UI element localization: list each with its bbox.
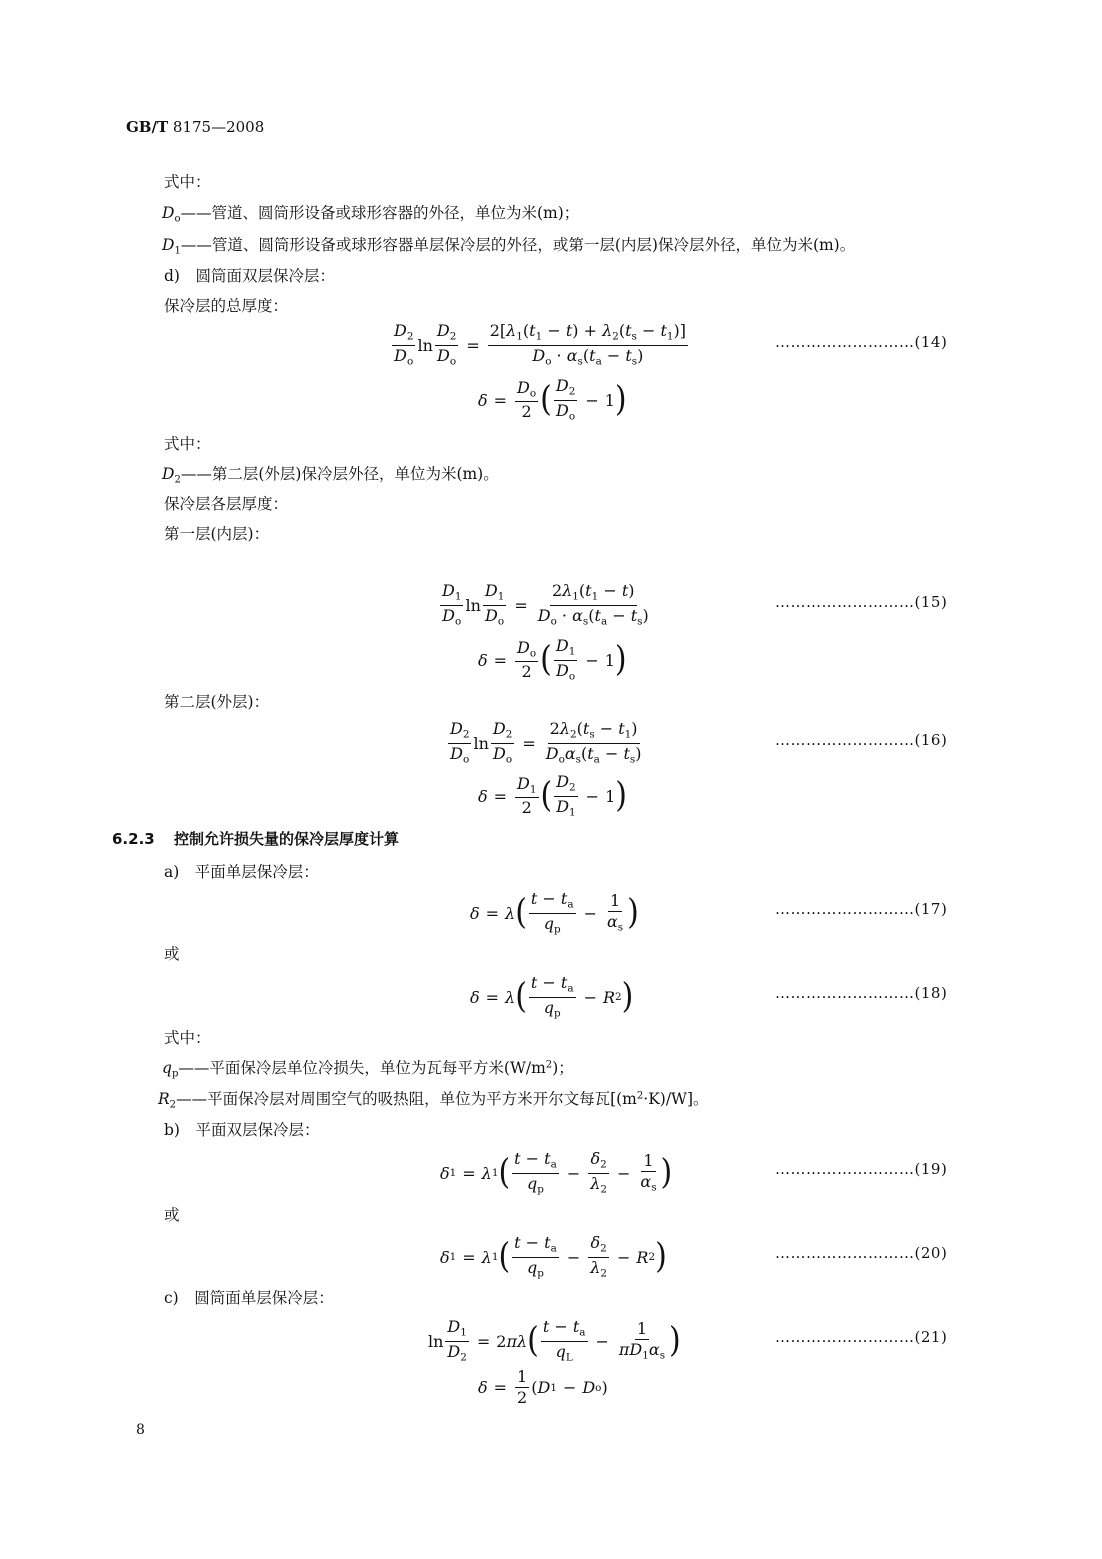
def-R2: $R_2——$平面保冷层对周围空气的吸热阻，单位为平方米开尔文每瓦$[(m^2\cdot K)/W]$。 <box>158 1090 709 1111</box>
or-label-1: 或 <box>164 945 180 963</box>
item-a: a) 平面单层保冷层： <box>164 863 319 881</box>
def-D2: $D_2——$第二层(外层)保冷层外径，单位为米(m)。 <box>162 465 499 486</box>
standard-code-prefix: GB/T <box>126 118 169 136</box>
equation-number-17: ………………………(17) <box>775 900 948 918</box>
standard-code <box>126 118 264 136</box>
equation-number-16: ………………………(16) <box>775 731 948 749</box>
equation-number-19: ………………………(19) <box>775 1160 948 1178</box>
equation-14-delta: δ = $\frac{D_o}{2}$ ( $\frac{D_2}{D_o}$ − 1 ) <box>478 376 627 423</box>
equation-number-15: ………………………(15) <box>775 593 948 611</box>
equation-20: δ 1 = λ 1 ( $\frac{t - t_a}{q_p}$ − $\frac{\delta_2}{\lambda_2}$ − R 2 ) <box>440 1233 667 1280</box>
def-Do: $D_o——$管道、圆筒形设备或球形容器的外径，单位为米(m)； <box>162 204 580 225</box>
section-title: 控制允许损失量的保冷层厚度计算 <box>173 830 399 848</box>
equation-number-20: ………………………(20) <box>775 1244 948 1262</box>
def-D1: $D_1——$管道、圆筒形设备或球形容器单层保冷层的外径，或第一层(内层)保冷层外径，单位为米(m)。 <box>162 236 856 257</box>
second-layer-label: 第二层(外层)： <box>164 693 270 711</box>
page-number: 8 <box>136 1422 145 1438</box>
where-label-3: 式中： <box>164 1029 211 1047</box>
equation-15: $\frac{D_1}{D_o}$ ln $\frac{D_1}{D_o}$ = $\frac{2\lambda_1(t_1 - t)}{D_o \cdot \alpha_s(t_a - t_s)}$ <box>442 581 649 628</box>
first-layer-label: 第一层(内层)： <box>164 525 270 543</box>
item-b: b) 平面双层保冷层： <box>164 1121 320 1139</box>
item-d: d) 圆筒面双层保冷层： <box>164 267 335 285</box>
standard-code-number: 8175—2008 <box>172 118 265 136</box>
equation-21-delta: δ = $\frac{1}{2}$ ( D 1 − D o ) <box>478 1367 608 1408</box>
total-thickness-label: 保冷层的总厚度： <box>164 297 289 315</box>
or-label-2: 或 <box>164 1206 180 1224</box>
layer-thickness-label: 保冷层各层厚度： <box>164 495 289 513</box>
def-qp: $q_p——$平面保冷层单位冷损失，单位为瓦每平方米$(W/m^2)$； <box>162 1059 574 1080</box>
item-c: c) 圆筒面单层保冷层： <box>164 1289 334 1307</box>
equation-14: $\frac{D_2}{D_o}$ ln $\frac{D_2}{D_o}$ = $\frac{2[\lambda_1(t_1 - t) + \lambda_2(t_s - t_1)]}{D_o \cdot \alpha_s(t_a - t_s)}$ <box>394 321 686 368</box>
equation-16: $\frac{D_2}{D_o}$ ln $\frac{D_2}{D_o}$ = $\frac{2\lambda_2(t_s - t_1)}{D_o\alpha_s(t_a - t_s)}$ <box>450 719 642 766</box>
where-label-2: 式中： <box>164 435 211 453</box>
section-heading <box>112 828 399 849</box>
equation-17: δ = λ ( $\frac{t - t_a}{q_p}$ − $\frac{1}{\alpha_s}$ ) <box>470 889 639 936</box>
equation-21: ln $\frac{D_1}{D_2}$ = 2 πλ ( $\frac{t - t_a}{q_L}$ − $\frac{1}{\pi D_1\alpha_s}$ ) <box>428 1317 681 1364</box>
equation-number-21: ………………………(21) <box>775 1328 948 1346</box>
equation-16-delta: δ = $\frac{D_1}{2}$ ( $\frac{D_2}{D_1}$ − 1 ) <box>478 772 627 819</box>
equation-18: δ = λ ( $\frac{t - t_a}{q_p}$ − R 2 ) <box>470 973 634 1020</box>
equation-15-delta: δ = $\frac{D_o}{2}$ ( $\frac{D_1}{D_o}$ − 1 ) <box>478 636 627 683</box>
section-number: 6.2.3 <box>112 830 155 848</box>
equation-number-14: ………………………(14) <box>775 333 948 351</box>
equation-number-18: ………………………(18) <box>775 984 948 1002</box>
where-label-1: 式中： <box>164 173 211 191</box>
equation-19: δ 1 = λ 1 ( $\frac{t - t_a}{q_p}$ − $\frac{\delta_2}{\lambda_2}$ − $\frac{1}{\alpha_s}$ ) <box>440 1149 673 1196</box>
